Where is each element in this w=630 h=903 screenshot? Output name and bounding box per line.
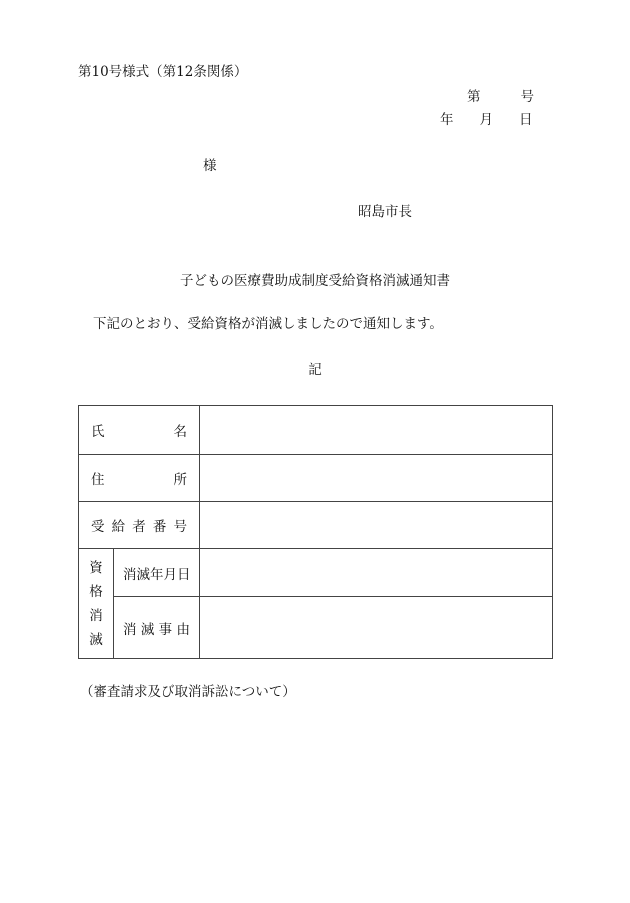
loss-reason-label: 消 滅 事 由 — [114, 597, 200, 659]
sender: 昭島市長 — [358, 204, 412, 220]
row-address — [79, 455, 553, 502]
number-prefix: 第 — [467, 89, 481, 105]
document-number — [467, 91, 534, 105]
address-value[interactable] — [200, 455, 553, 502]
addressee-suffix: 様 — [203, 158, 217, 174]
name-label: 氏 名 — [79, 406, 200, 455]
document-title: 子どもの医療費助成制度受給資格消滅通知書 — [180, 273, 450, 289]
loss-reason-value[interactable] — [200, 597, 553, 659]
form-number: 第10号様式（第12条関係） — [78, 64, 248, 80]
recipient-number-value[interactable] — [200, 502, 553, 549]
date-year: 年 — [440, 112, 454, 128]
number-suffix: 号 — [520, 89, 534, 105]
row-recipient-number — [79, 502, 553, 549]
loss-date-value[interactable] — [200, 549, 553, 597]
date-day: 日 — [519, 112, 533, 128]
name-value[interactable] — [200, 406, 553, 455]
row-name — [79, 406, 553, 455]
row-loss-date — [79, 549, 553, 597]
body-text: 下記のとおり、受給資格が消滅しましたので通知します。 — [93, 316, 443, 332]
recipient-number-label: 受 給 者 番 号 — [79, 502, 200, 549]
row-loss-reason — [79, 597, 553, 659]
appeal-note: （審査請求及び取消訴訟について） — [80, 684, 296, 700]
date-month: 月 — [479, 112, 493, 128]
info-table — [78, 405, 553, 659]
loss-date-label: 消 滅 年 月 日 — [114, 549, 200, 597]
ki-heading: 記 — [308, 362, 322, 378]
qualification-loss-label: 資 格 消 滅 — [79, 549, 114, 659]
document-date — [440, 114, 533, 128]
address-label: 住 所 — [79, 455, 200, 502]
